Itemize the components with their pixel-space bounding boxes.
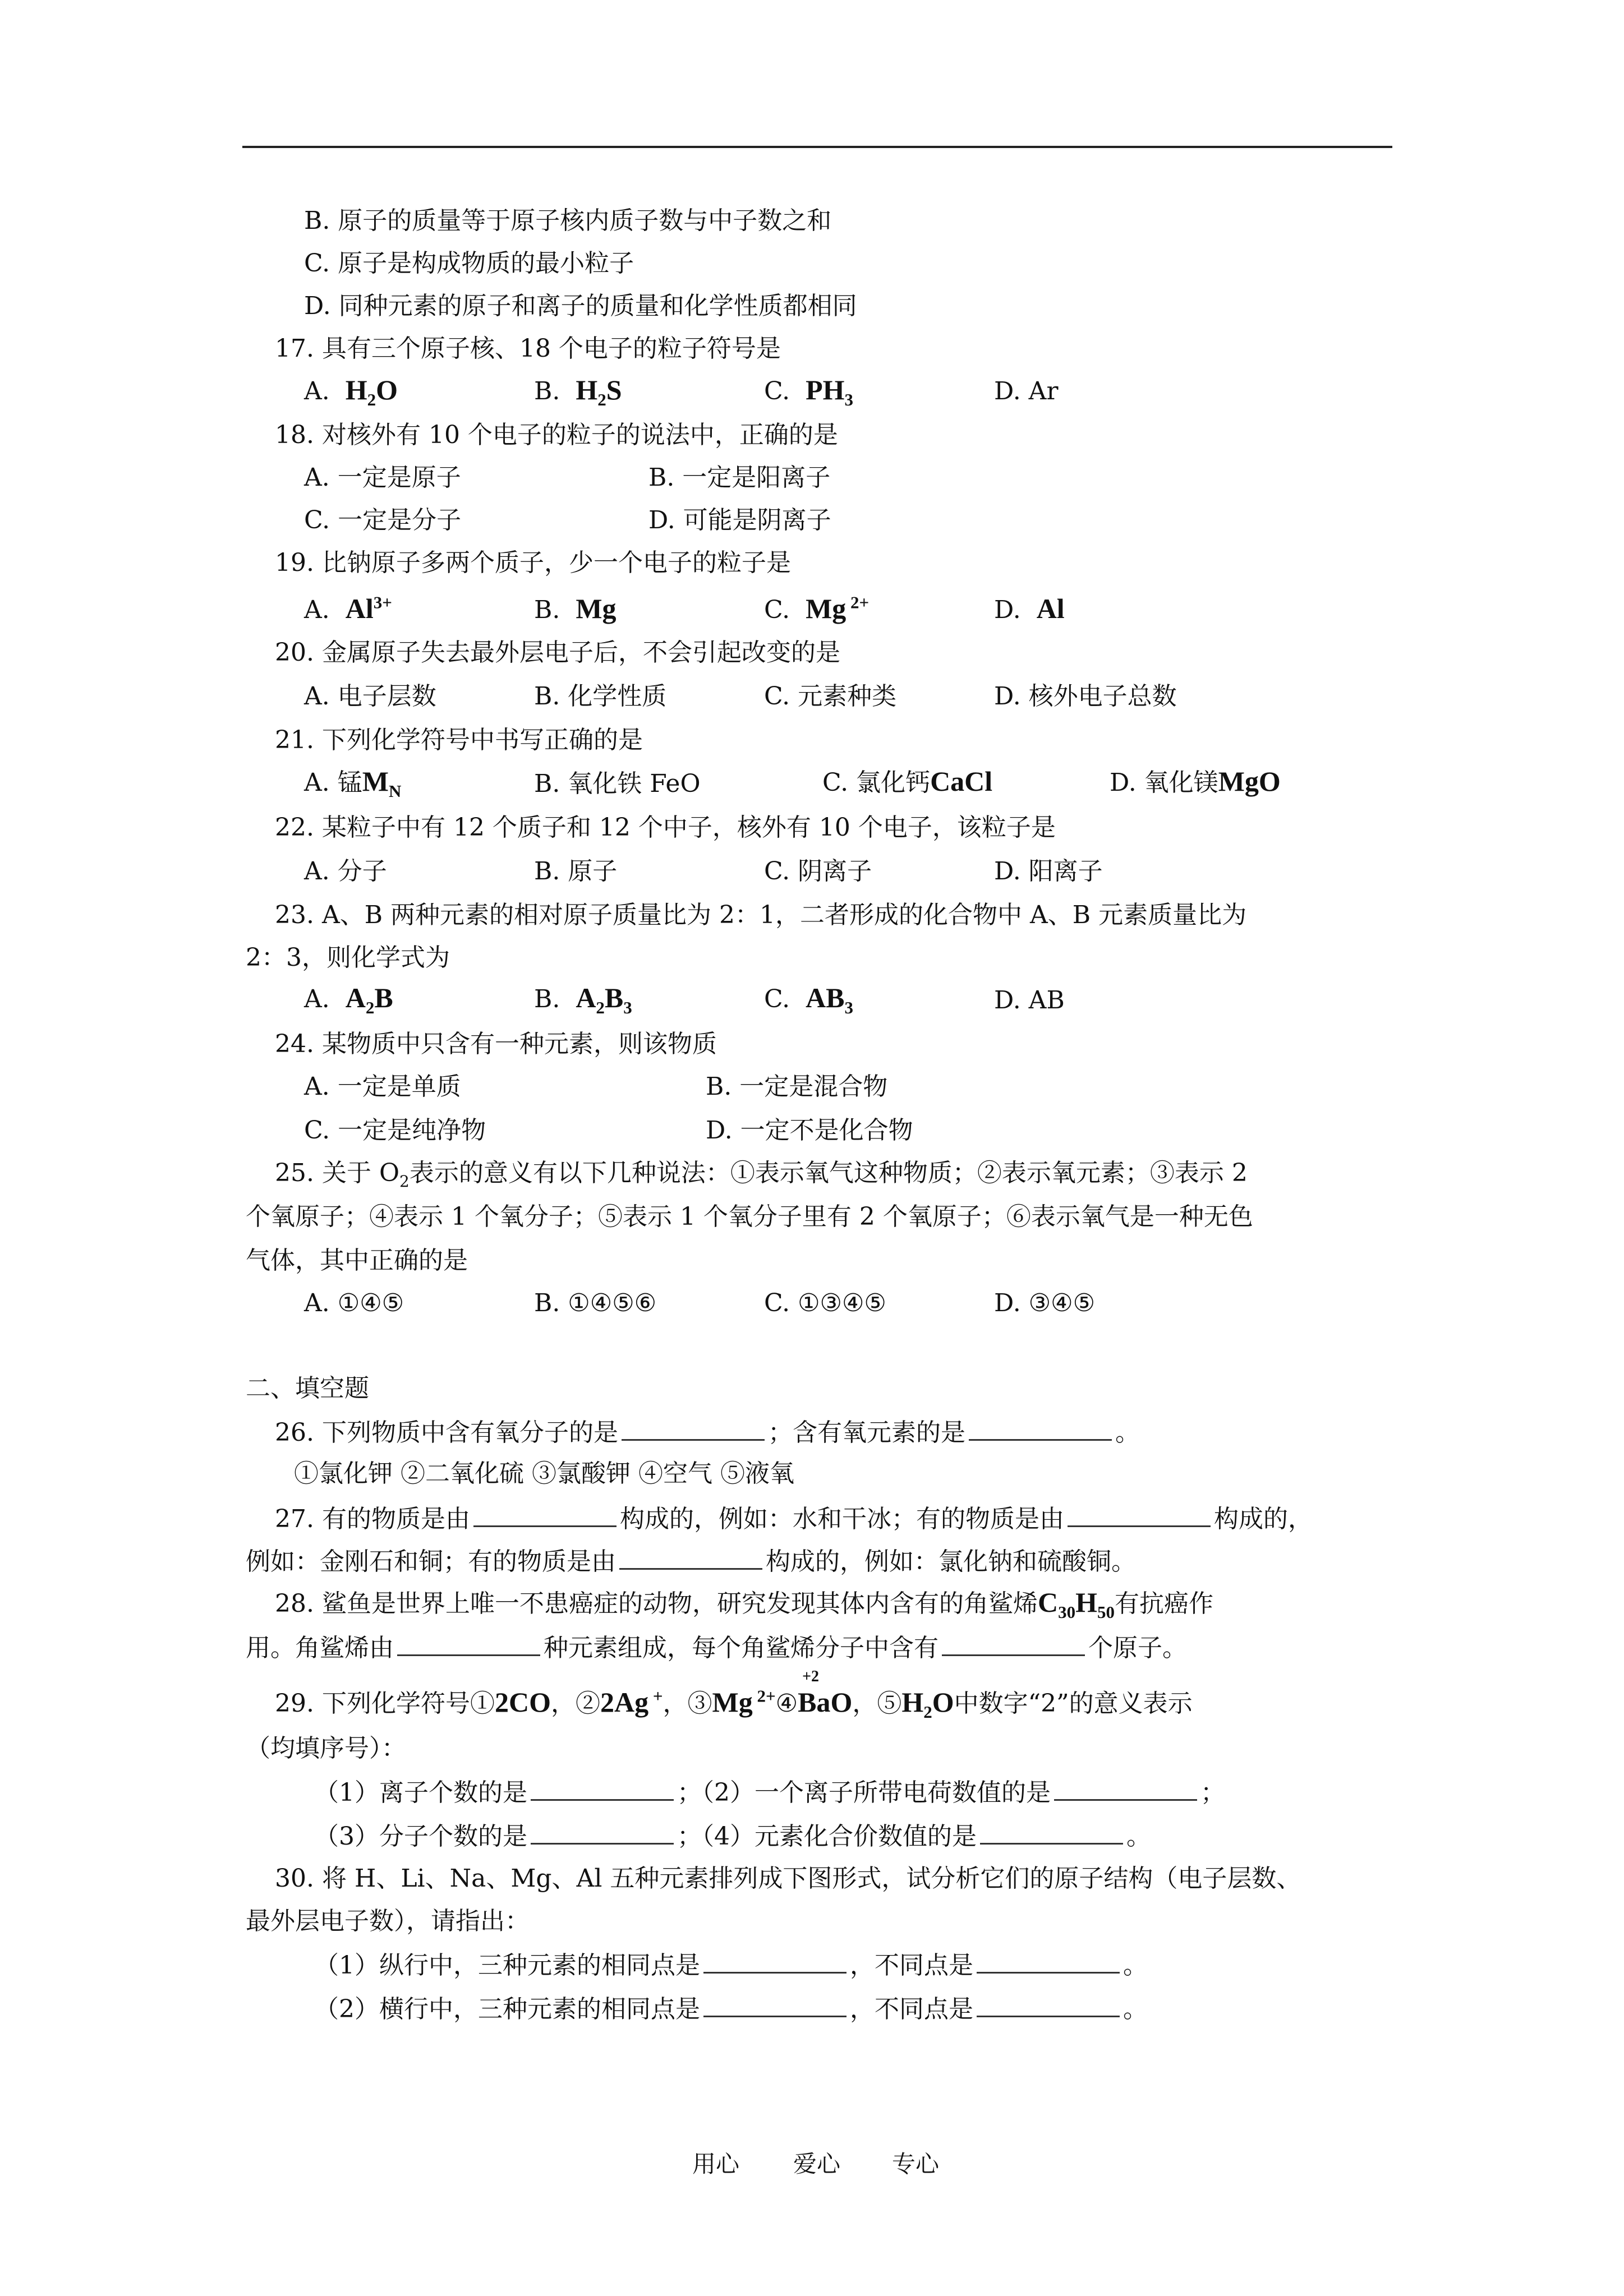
footer-word-2: 爱心 bbox=[793, 2150, 841, 2178]
answer-blank[interactable] bbox=[969, 1419, 1112, 1441]
answer-blank[interactable] bbox=[703, 1995, 846, 2017]
q30-line2: 最外层电子数），请指出： bbox=[246, 1907, 530, 1935]
q28-line2: 用。角鲨烯由 种元素组成，每个角鲨烯分子中含有 个原子。 bbox=[246, 1634, 1187, 1662]
q22-option-d: D. 阳离子 bbox=[994, 857, 1103, 886]
q29-line2: （均填序号）： bbox=[246, 1734, 406, 1763]
q16-option-d: D. 同种元素的原子和离子的质量和化学性质都相同 bbox=[304, 292, 857, 320]
answer-blank[interactable] bbox=[473, 1505, 617, 1527]
q26-options: ①氯化钾 ②二氧化硫 ③氯酸钾 ④空气 ⑤液氧 bbox=[294, 1459, 794, 1488]
q18-stem: 18. 对核外有 10 个电子的粒子的说法中，正确的是 bbox=[275, 421, 838, 449]
q17-option-a: A. $H_2O$ bbox=[304, 374, 398, 409]
answer-blank[interactable] bbox=[531, 1779, 674, 1801]
q25-stem-line1: 25. 关于 $O_2$表示的意义有以下几种说法：①表示氧气这种物质；②表示氧元素；③表示 2 bbox=[275, 1159, 1248, 1191]
q24-option-b: B. 一定是混合物 bbox=[706, 1072, 888, 1101]
q20-option-b: B. 化学性质 bbox=[534, 682, 667, 711]
q25-option-b: B. ①④⑤⑥ bbox=[534, 1289, 657, 1317]
q20-option-a: A. 电子层数 bbox=[304, 682, 436, 711]
answer-blank[interactable] bbox=[531, 1823, 674, 1845]
answer-blank[interactable] bbox=[1068, 1505, 1211, 1527]
q21-option-a: A. 锰$M_N$ bbox=[304, 766, 402, 801]
q30-sub-1: （1）纵行中，三种元素的相同点是 ，不同点是 。 bbox=[314, 1951, 1148, 1980]
footer-word-1: 用心 bbox=[692, 2150, 740, 2178]
q17-stem: 17. 具有三个原子核、18 个电子的粒子符号是 bbox=[275, 334, 781, 363]
q21-option-c: C. 氯化钙CaCl bbox=[822, 766, 993, 797]
q25-option-c: C. ①③④⑤ bbox=[764, 1289, 886, 1317]
answer-blank[interactable] bbox=[619, 1548, 762, 1570]
q18-option-b: B. 一定是阳离子 bbox=[648, 463, 831, 492]
q22-stem: 22. 某粒子中有 12 个质子和 12 个中子，核外有 10 个电子，该粒子是 bbox=[275, 813, 1056, 842]
q18-option-d: D. 可能是阴离子 bbox=[648, 506, 831, 534]
q29-line1: 29. 下列化学符号①2CO，②2Ag +，③Mg $^{2+}$④Ba +2 O，$⑤H_2O$中数字“2”的意义表示 bbox=[275, 1668, 1193, 1722]
q24-option-a: A. 一定是单质 bbox=[304, 1072, 461, 1101]
answer-blank[interactable] bbox=[977, 1952, 1120, 1974]
q25-option-d: D. ③④⑤ bbox=[994, 1289, 1096, 1317]
q21-option-d: D. 氧化镁MgO bbox=[1110, 766, 1281, 797]
q30-sub-2: （2）横行中，三种元素的相同点是 ，不同点是 。 bbox=[314, 1995, 1148, 2023]
q25-stem-line3: 气体，其中正确的是 bbox=[246, 1246, 468, 1275]
answer-blank[interactable] bbox=[942, 1634, 1085, 1656]
q18-option-a: A. 一定是原子 bbox=[304, 463, 461, 492]
q16-option-c: C. 原子是构成物质的最小粒子 bbox=[304, 249, 634, 278]
section-heading: 二、填空题 bbox=[246, 1374, 369, 1403]
q19-option-a: A. $Al^{3+}$ bbox=[304, 592, 392, 624]
q16-option-b: B. 原子的质量等于原子核内质子数与中子数之和 bbox=[304, 206, 832, 235]
q17-option-b: B. $H_2S$ bbox=[534, 374, 622, 409]
footer-word-3: 专心 bbox=[892, 2150, 940, 2178]
q24-option-d: D. 一定不是化合物 bbox=[706, 1116, 913, 1145]
q20-stem: 20. 金属原子失去最外层电子后，不会引起改变的是 bbox=[275, 638, 840, 667]
q27-line2: 例如：金刚石和铜；有的物质是由 构成的，例如：氯化钠和硫酸铜。 bbox=[246, 1547, 1136, 1576]
q19-option-c: C. Mg $^{2+}$ bbox=[764, 592, 869, 624]
q24-stem: 24. 某物质中只含有一种元素，则该物质 bbox=[275, 1030, 717, 1058]
q25-stem-line2: 个氧原子；④表示 1 个氧分子；⑤表示 1 个氧分子里有 2 个氧原子；⑥表示氧气是一种无色 bbox=[246, 1202, 1253, 1231]
q21-stem: 21. 下列化学符号中书写正确的是 bbox=[275, 726, 643, 754]
answer-blank[interactable] bbox=[980, 1823, 1123, 1845]
q18-option-c: C. 一定是分子 bbox=[304, 506, 462, 534]
q23-option-b: B. $A_2B_3$ bbox=[534, 982, 632, 1017]
q29-sub-1-2: （1）离子个数的是 ；（2）一个离子所带电荷数值的是 ； bbox=[314, 1778, 1225, 1807]
q30-line1: 30. 将 H、Li、Na、Mg、Al 五种元素排列成下图形式，试分析它们的原子结构（电子层数、 bbox=[275, 1864, 1301, 1893]
q20-option-d: D. 核外电子总数 bbox=[994, 682, 1177, 711]
q19-stem: 19. 比钠原子多两个质子，少一个电子的粒子是 bbox=[275, 548, 791, 577]
q19-option-b: B. Mg bbox=[534, 593, 617, 624]
q25-option-a: A. ①④⑤ bbox=[304, 1289, 404, 1317]
q22-option-c: C. 阴离子 bbox=[764, 857, 872, 886]
q24-option-c: C. 一定是纯净物 bbox=[304, 1116, 486, 1145]
q20-option-c: C. 元素种类 bbox=[764, 682, 897, 711]
q19-option-d: D. Al bbox=[994, 593, 1065, 624]
q29-sub-3-4: （3）分子个数的是 ；（4）元素化合价数值的是 。 bbox=[314, 1822, 1151, 1851]
answer-blank[interactable] bbox=[1054, 1779, 1197, 1801]
q23-option-a: A. $A_2B$ bbox=[304, 982, 393, 1017]
q21-option-b: B. 氧化铁 FeO bbox=[534, 769, 701, 798]
q17-option-d: D. Ar bbox=[994, 377, 1059, 405]
answer-blank[interactable] bbox=[622, 1419, 765, 1441]
q27-line1: 27. 有的物质是由 构成的，例如：水和干冰；有的物质是由 构成的， bbox=[275, 1505, 1313, 1533]
q23-option-c: C. $AB_3$ bbox=[764, 982, 854, 1017]
q26-stem: 26. 下列物质中含有氧分子的是 ；含有氧元素的是 。 bbox=[275, 1418, 1140, 1447]
answer-blank[interactable] bbox=[397, 1634, 540, 1656]
header-rule bbox=[242, 146, 1392, 148]
q17-option-c: C. $PH_3$ bbox=[764, 374, 854, 409]
q28-line1: 28. 鲨鱼是世界上唯一不患癌症的动物，研究发现其体内含有的角鲨烯$C_{30}H_{50}$有抗癌作 bbox=[275, 1587, 1213, 1622]
q23-option-d: D. AB bbox=[994, 986, 1065, 1015]
answer-blank[interactable] bbox=[977, 1995, 1120, 2017]
q22-option-b: B. 原子 bbox=[534, 857, 618, 886]
q22-option-a: A. 分子 bbox=[304, 857, 387, 886]
q23-stem-line2: 2：3，则化学式为 bbox=[246, 943, 450, 972]
answer-blank[interactable] bbox=[703, 1952, 846, 1974]
q23-stem-line1: 23. A、B 两种元素的相对原子质量比为 2：1，二者形成的化合物中 A、B 元素质量比为 bbox=[275, 901, 1247, 929]
